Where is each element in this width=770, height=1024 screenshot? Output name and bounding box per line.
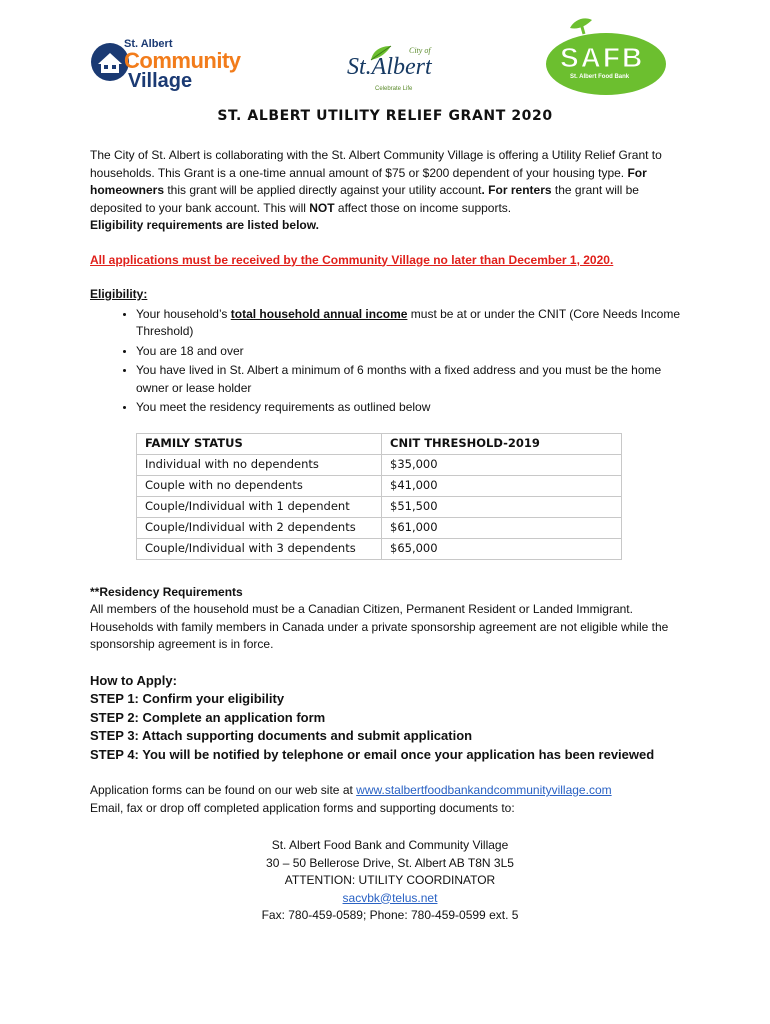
eligibility-item-1-key: total household annual income — [230, 306, 408, 321]
step-item: STEP 2: Complete an application form — [90, 709, 326, 725]
intro-text-3: the grant will be deposited to your bank account. This will — [90, 183, 639, 215]
intro-text-1: The City of St. Albert is collaborating with the St. Albert Community Village is offering a Utility Relief Grant to households. This Grant is a one-time annual amount of $75 or $200 dependent of your housing type. — [90, 148, 662, 180]
document-body — [90, 147, 690, 925]
intro-text-4: affect those on income supports. — [334, 200, 512, 215]
table-row — [137, 496, 622, 517]
community-village-logo — [88, 38, 241, 98]
city-of-st-albert-logo — [345, 44, 445, 100]
family-status-cell: Couple with no dependents — [137, 475, 382, 496]
mailing-address — [90, 837, 690, 925]
list-item: • You meet the residency requirements as outlined below — [136, 399, 690, 417]
application-info — [90, 782, 690, 817]
intro-bold-not: NOT — [309, 200, 335, 215]
table-row — [137, 517, 622, 538]
city-name-text: St.Albert — [347, 54, 432, 80]
intro-text-2: this grant will be applied directly against your utility account — [164, 183, 482, 197]
cnit-table — [136, 433, 622, 560]
step-item: STEP 3: Attach supporting documents and submit application — [90, 728, 473, 743]
cv-logo-community-text: Community — [124, 48, 241, 73]
family-status-cell: Couple/Individual with 1 dependent — [137, 496, 382, 517]
safb-logo-subtext: St. Albert Food Bank — [570, 74, 630, 80]
email-link[interactable]: sacvbk@telus.net — [342, 890, 438, 905]
table-header-row — [137, 433, 622, 454]
address-street: 30 – 50 Bellerose Drive, St. Albert AB T8N 3L5 — [266, 855, 514, 870]
address-phone: Fax: 780-459-0589; Phone: 780-459-0599 ext. 5 — [261, 908, 519, 922]
list-item — [136, 306, 690, 341]
safb-logo-text: SAFB — [560, 42, 645, 73]
intro-bold-eligibility: Eligibility requirements are listed below. — [90, 218, 319, 232]
family-status-cell: Couple/Individual with 2 dependents — [137, 517, 382, 538]
city-of-text: City of — [409, 46, 431, 55]
page-title: ST. ALBERT UTILITY RELIEF GRANT 2020 — [217, 108, 553, 124]
residency-text: All members of the household must be a Canadian Citizen, Permanent Resident or Landed Immigrant. Households with family members in Canada under a private sponsorship agreement are not eligible while the sponsorship agreement is in force. — [90, 602, 669, 651]
eligibility-heading: Eligibility: — [90, 287, 148, 301]
list-item: • You have lived in St. Albert a minimum of 6 months with a fixed address and you must be the home owner or lease holder — [136, 362, 690, 397]
address-org: St. Albert Food Bank and Community Village — [271, 838, 509, 852]
cv-logo-small-text: St. Albert — [124, 38, 173, 50]
list-item: • You are 18 and over — [136, 343, 690, 361]
submission-instructions: Email, fax or drop off completed application forms and supporting documents to: — [90, 800, 515, 815]
threshold-cell: $65,000 — [382, 538, 622, 559]
family-status-cell: Couple/Individual with 3 dependents — [137, 538, 382, 559]
application-info-text: Application forms can be found on our web site at — [90, 783, 357, 797]
column-header-cnit-threshold: CNIT THRESHOLD-2019 — [382, 433, 622, 454]
table-row — [137, 475, 622, 496]
threshold-cell: $35,000 — [382, 454, 622, 475]
website-link[interactable]: www.stalbertfoodbankandcommunityvillage.com — [356, 783, 612, 797]
how-to-apply-heading: How to Apply: — [90, 672, 177, 688]
how-to-apply-section — [90, 672, 690, 765]
intro-paragraph — [90, 147, 690, 235]
residency-heading: **Residency Requirements — [90, 584, 243, 599]
eligibility-item-1-pre: Your household’s — [136, 306, 231, 321]
threshold-cell: $61,000 — [382, 517, 622, 538]
cv-logo-village-text: Village — [128, 70, 193, 92]
table-row — [137, 538, 622, 559]
intro-bold-renters: . For renters — [481, 183, 552, 197]
intro-bold-homeowners: For homeowners — [90, 165, 647, 197]
safb-logo — [540, 16, 670, 98]
address-attention: ATTENTION: UTILITY COORDINATOR — [284, 873, 496, 887]
threshold-cell: $41,000 — [382, 475, 622, 496]
logo-bar — [0, 14, 770, 94]
step-item: STEP 1: Confirm your eligibility — [90, 691, 285, 706]
family-status-cell: Individual with no dependents — [137, 454, 382, 475]
column-header-family-status: FAMILY STATUS — [137, 433, 382, 454]
threshold-cell: $51,500 — [382, 496, 622, 517]
deadline-notice: All applications must be received by the Community Village no later than December 1, 2020. — [90, 252, 614, 267]
eligibility-list — [90, 306, 690, 417]
eligibility-item-1-post: must be at or under the CNIT (Core Needs Income Threshold) — [136, 306, 681, 338]
step-item: STEP 4: You will be notified by telephone or email once your application has been reviewed — [90, 746, 655, 762]
table-row — [137, 454, 622, 475]
city-tagline-text: Celebrate Life — [375, 86, 413, 92]
